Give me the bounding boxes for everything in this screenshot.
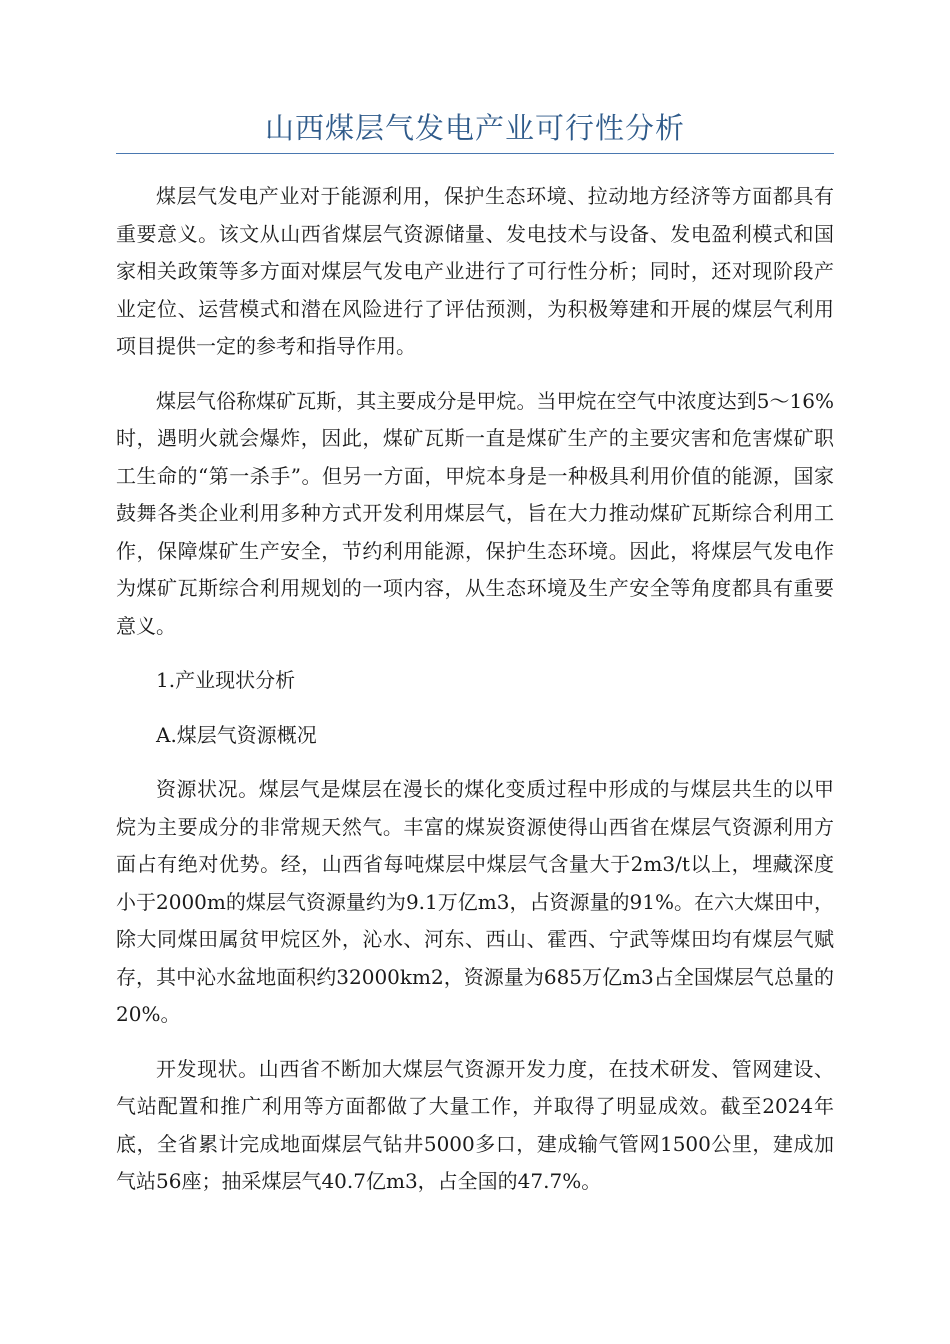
- subsection-heading: A.煤层气资源概况: [156, 722, 317, 747]
- section-heading: 1.产业现状分析: [156, 668, 296, 692]
- paragraph-background: 煤层气俗称煤矿瓦斯，其主要成分是甲烷。当甲烷在空气中浓度达到5～16%时，遇明火就会爆炸，因此，煤矿瓦斯一直是煤矿生产的主要灾害和危害煤矿职工生命的“第一杀手”。但另一方面，甲烷本身是一种极具利用价值的能源，国家鼓舞各类企业利用多种方式开发利用煤层气，旨在大力推动煤矿瓦斯综合利用工作，保障煤矿生产安全，节约利用能源，保护生态环境。因此，将煤层气发电作为煤矿瓦斯综合利用规划的一项内容，从生态环境及生产安全等角度都具有重要意义。: [116, 388, 834, 638]
- paragraph-intro: 煤层气发电产业对于能源利用，保护生态环境、拉动地方经济等方面都具有重要意义。该文从山西省煤层气资源储量、发电技术与设备、发电盈利模式和国家相关政策等多方面对煤层气发电产业进行了可行性分析；同时，还对现阶段产业定位、运营模式和潜在风险进行了评估预测，为积极筹建和开展的煤层气利用项目提供一定的参考和指导作用。: [116, 184, 834, 358]
- title-underline: [116, 153, 834, 154]
- document-title: 山西煤层气发电产业可行性分析: [264, 111, 685, 145]
- paragraph-resource-status: 资源状况。煤层气是煤层在漫长的煤化变质过程中形成的与煤层共生的以甲烷为主要成分的非常规天然气。丰富的煤炭资源使得山西省在煤层气资源利用方面占有绝对优势。经，山西省每吨煤层中煤层气含量大于2m3/t以上，埋藏深度小于2000m的煤层气资源量约为9.1万亿m3，占资源量的91%。在六大煤田中，除大同煤田属贫甲烷区外，沁水、河东、西山、霍西、宁武等煤田均有煤层气赋存，其中沁水盆地面积约32000km2，资源量为685万亿m3占全国煤层气总量的20%。: [116, 777, 834, 1026]
- paragraph-development-status: 开发现状。山西省不断加大煤层气资源开发力度，在技术研发、管网建设、气站配置和推广利用等方面都做了大量工作，并取得了明显成效。截至2024年底，全省累计完成地面煤层气钻井5000多口，建成输气管网1500公里，建成加气站56座；抽采煤层气40.7亿m3，占全国的47.7%。: [116, 1056, 834, 1193]
- document-body: [116, 178, 834, 1218]
